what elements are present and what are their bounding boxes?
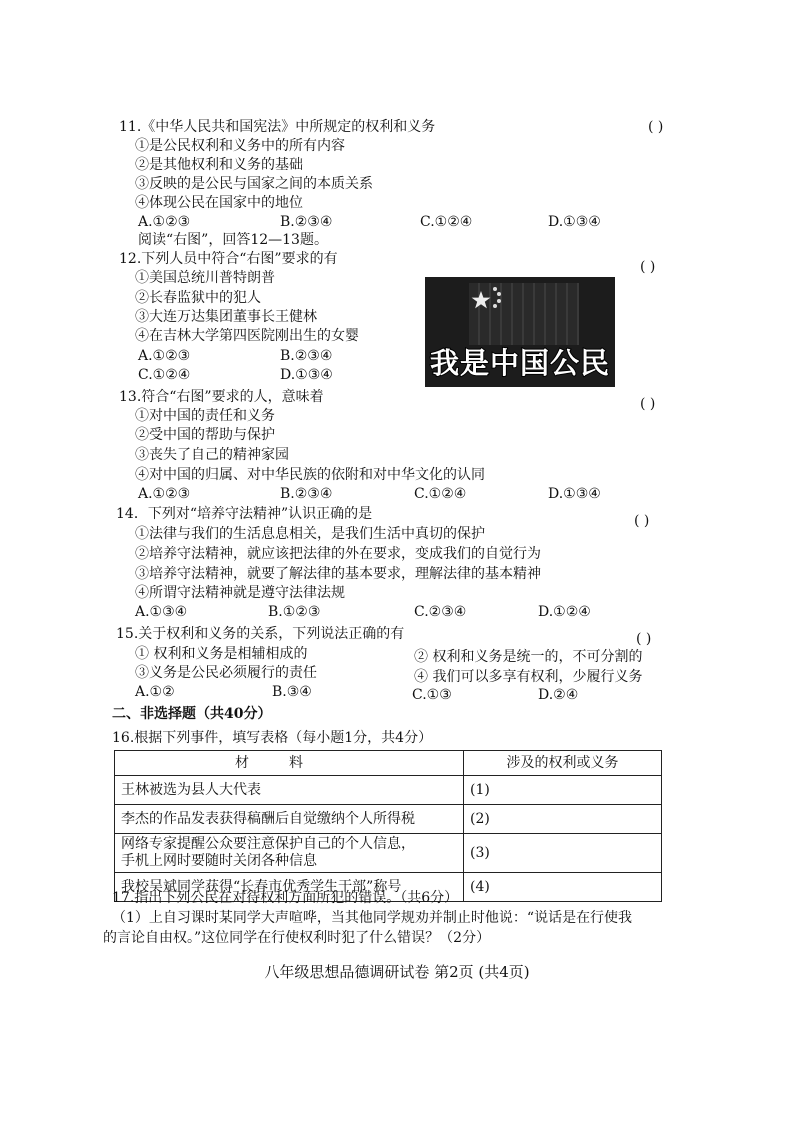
q11-item-3: ③反映的是公民与国家之间的本质关系: [135, 176, 373, 192]
flag-caption: 我是中国公民: [429, 346, 610, 380]
table-header-row: [115, 751, 662, 776]
q13-option-c[interactable]: C.①②④: [414, 486, 467, 502]
q15-option-d[interactable]: D.②④: [538, 687, 579, 703]
q17-sub1-line1: （1）上自习课时某同学大声喧哗，当其他同学规劝并制止时他说：“说话是在行使我: [112, 910, 633, 926]
q13-item-3: ③丧失了自己的精神家园: [135, 447, 289, 463]
q15-option-a[interactable]: A.①②: [135, 684, 175, 700]
q14-item-2: ②培养守法精神，就应该把法律的外在要求，变成我们的自觉行为: [135, 546, 541, 562]
flag-figure: [425, 277, 615, 387]
q15-stem: 15.关于权利和义务的关系，下列说法正确的有: [116, 626, 405, 642]
table-cell-material: 王林被选为县人大代表: [115, 776, 464, 805]
table-row: [115, 805, 662, 834]
q14-answer-paren[interactable]: ( ): [634, 513, 650, 529]
q12-option-a[interactable]: A.①②③: [138, 348, 191, 364]
table-cell-material: 李杰的作品发表获得稿酬后自觉缴纳个人所得税: [115, 805, 464, 834]
q12-option-b[interactable]: B.②③④: [280, 348, 333, 364]
q12-stem: 12.下列人员中符合“右图”要求的有: [119, 251, 338, 267]
q14-item-4: ④所谓守法精神就是遵守法律法规: [135, 585, 345, 601]
q12-option-c[interactable]: C.①②④: [138, 367, 191, 383]
q13-option-a[interactable]: A.①②③: [138, 486, 191, 502]
q15-answer-paren[interactable]: ( ): [636, 631, 652, 647]
table-cell-answer[interactable]: (4): [464, 873, 662, 902]
q13-item-1: ①对中国的责任和义务: [135, 408, 275, 424]
table-row: [115, 776, 662, 805]
q15-item-2: ② 权利和义务是统一的，不可分割的: [414, 649, 643, 665]
q11-item-2: ②是其他权利和义务的基础: [135, 157, 303, 173]
q17-sub1-line2: 的言论自由权。”这位同学在行使权利时犯了什么错误？（2分）: [103, 930, 491, 946]
q12-item-4: ④在吉林大学第四医院刚出生的女婴: [135, 328, 359, 344]
q13-option-d[interactable]: D.①③④: [548, 486, 601, 502]
q14-stem: 14．下列对“培养守法精神”认识正确的是: [116, 506, 373, 522]
q11-stem: 11.《中华人民共和国宪法》中所规定的权利和义务: [119, 119, 436, 135]
q14-item-3: ③培养守法精神，就要了解法律的基本要求，理解法律的基本精神: [135, 566, 541, 582]
q11-option-c[interactable]: C.①②④: [420, 214, 473, 230]
q16-table: [114, 750, 662, 902]
q12-answer-paren[interactable]: ( ): [640, 259, 656, 275]
table-header-material: 材料: [115, 751, 464, 776]
table-cell-material: [115, 834, 464, 873]
q12-item-3: ③大连万达集团董事长王健林: [135, 309, 317, 325]
q11-answer-paren[interactable]: ( ): [648, 119, 664, 135]
q11-option-a[interactable]: A.①②③: [138, 214, 191, 230]
table-cell-material: 我校吴斌同学获得“长春市优秀学生干部”称号: [115, 873, 464, 902]
q12-item-1: ①美国总统川普特朗普: [135, 270, 275, 286]
q13-item-2: ②受中国的帮助与保护: [135, 427, 275, 443]
q14-option-b[interactable]: B.①②③: [268, 604, 321, 620]
q11-option-d[interactable]: D.①③④: [548, 214, 601, 230]
q15-option-c[interactable]: C.①③: [412, 687, 452, 703]
page-footer: 八年级思想品德调研试卷 第2页 (共4页): [264, 963, 530, 981]
q15-option-b[interactable]: B.③④: [272, 684, 312, 700]
q12-item-2: ②长春监狱中的犯人: [135, 290, 261, 306]
q13-stem: 13.符合“右图”要求的人，意味着: [119, 389, 324, 405]
q11-item-1: ①是公民权利和义务中的所有内容: [135, 138, 345, 154]
table-cell-answer[interactable]: (2): [464, 805, 662, 834]
q12-option-d[interactable]: D.①③④: [280, 367, 333, 383]
q14-option-d[interactable]: D.①②④: [538, 604, 591, 620]
q14-option-c[interactable]: C.②③④: [414, 604, 467, 620]
table-header-answer: 涉及的权利或义务: [464, 751, 662, 776]
section-heading-nonchoice: 二、非选择题（共40分）: [112, 706, 272, 722]
q13-item-4: ④对中国的归属、对中华民族的依附和对中华文化的认同: [135, 467, 485, 483]
table-cell-material-line2: 手机上网时要随时关闭各种信息: [121, 853, 317, 869]
table-row: [115, 834, 662, 873]
q13-option-b[interactable]: B.②③④: [280, 486, 333, 502]
q16-stem: 16.根据下列事件，填写表格（每小题1分，共4分）: [112, 730, 433, 746]
q15-item-4: ④ 我们可以多享有权利，少履行义务: [414, 669, 643, 685]
table-cell-answer[interactable]: (1): [464, 776, 662, 805]
q14-option-a[interactable]: A.①③④: [135, 604, 188, 620]
q15-item-1: ① 权利和义务是相辅相成的: [135, 646, 308, 662]
q15-item-3: ③义务是公民必须履行的责任: [135, 665, 317, 681]
q12-13-intro: 阅读“右图”，回答12—13题。: [138, 232, 328, 248]
table-cell-material-line1: 网络专家提醒公众要注意保护自己的个人信息，: [121, 836, 415, 852]
q11-item-4: ④体现公民在国家中的地位: [135, 195, 303, 211]
q17-stem: 17.指出下列公民在对待权利方面所犯的错误。（共6分）: [112, 890, 459, 906]
q13-answer-paren[interactable]: ( ): [640, 396, 656, 412]
flag-stars-icon: [469, 283, 579, 345]
q14-item-1: ①法律与我们的生活息息相关，是我们生活中真切的保护: [135, 526, 485, 542]
table-cell-answer[interactable]: (3): [464, 834, 662, 873]
q11-option-b[interactable]: B.②③④: [280, 214, 333, 230]
